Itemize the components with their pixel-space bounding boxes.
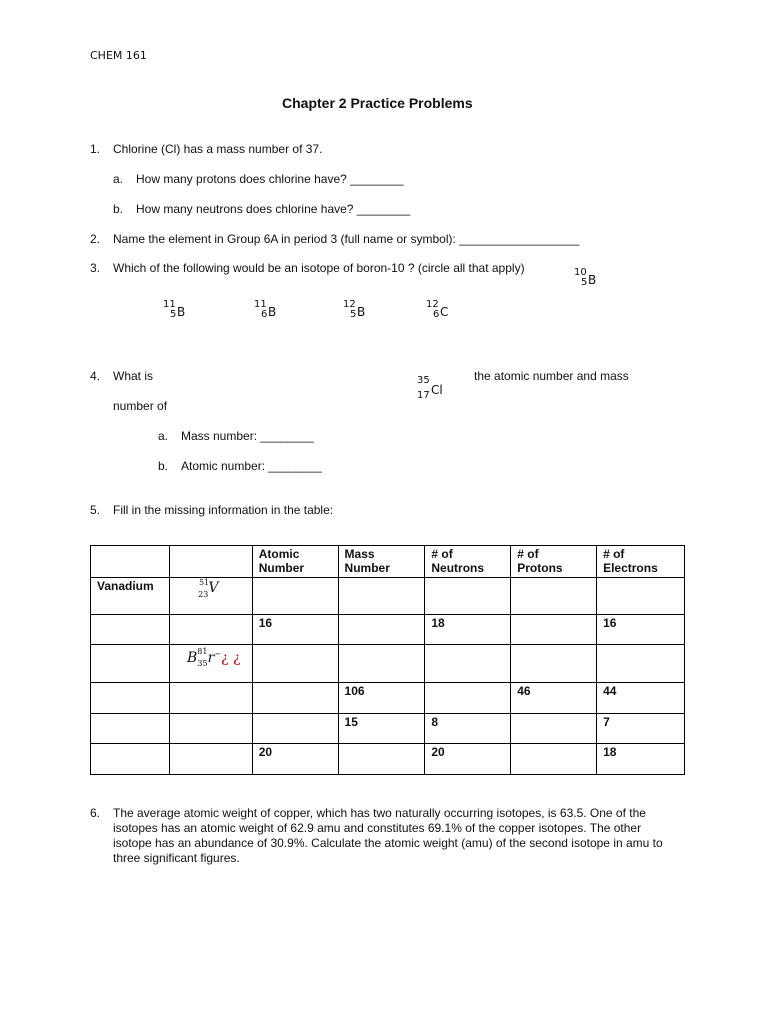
table-cell bbox=[169, 645, 252, 683]
table-cell[interactable] bbox=[91, 714, 170, 744]
q1a-label: a. bbox=[113, 172, 124, 186]
isotope-mass: 11 bbox=[254, 299, 267, 310]
table-cell[interactable] bbox=[425, 683, 511, 714]
table-cell[interactable] bbox=[169, 714, 252, 744]
q3-text: Which of the following would be an isotope of boron-10 ? (circle all that apply) bbox=[113, 261, 525, 275]
table-cell: 15 bbox=[338, 714, 425, 744]
table-cell[interactable] bbox=[169, 615, 252, 645]
q3-reference-isotope bbox=[574, 268, 604, 292]
isotope-symbol: B bbox=[177, 305, 186, 319]
table-cell: 18 bbox=[597, 744, 685, 775]
table-header-cell: # of Electrons bbox=[597, 546, 685, 578]
table-cell[interactable] bbox=[91, 744, 170, 775]
table-row bbox=[91, 615, 685, 645]
isotope-number: 17 bbox=[417, 390, 430, 401]
isotope-mass: 35 bbox=[417, 375, 430, 386]
table-cell[interactable] bbox=[511, 615, 597, 645]
table-row bbox=[91, 714, 685, 744]
q6-number: 6. bbox=[90, 806, 101, 820]
table-cell[interactable] bbox=[511, 578, 597, 615]
q4-isotope bbox=[417, 376, 451, 400]
table-cell[interactable] bbox=[511, 714, 597, 744]
table-cell[interactable] bbox=[597, 578, 685, 615]
q4-text-end: the atomic number and mass bbox=[474, 369, 629, 383]
table-cell[interactable] bbox=[252, 578, 338, 615]
table-cell: 16 bbox=[597, 615, 685, 645]
isotope-mass: 11 bbox=[163, 299, 176, 310]
q2-text: Name the element in Group 6A in period 3 (full name or symbol): __________________ bbox=[113, 232, 580, 246]
q4b-label: b. bbox=[158, 459, 169, 473]
q4-number: 4. bbox=[90, 369, 101, 383]
isotope-number: 6 bbox=[433, 309, 440, 320]
isotope-symbol: B bbox=[268, 305, 277, 319]
table-cell[interactable] bbox=[252, 714, 338, 744]
table-cell: 46 bbox=[511, 683, 597, 714]
table-cell: 20 bbox=[252, 744, 338, 775]
q1-text: Chlorine (Cl) has a mass number of 37. bbox=[113, 142, 323, 156]
q1b-text: How many neutrons does chlorine have? ________ bbox=[136, 202, 411, 216]
table-row bbox=[91, 645, 685, 683]
table-cell[interactable] bbox=[511, 744, 597, 775]
table-header-cell bbox=[91, 546, 170, 578]
table-cell[interactable] bbox=[91, 683, 170, 714]
table-cell[interactable] bbox=[252, 645, 338, 683]
table-cell[interactable] bbox=[425, 645, 511, 683]
q4-text-start: What is bbox=[113, 369, 154, 383]
isotope-mass: 12 bbox=[343, 299, 356, 310]
isotope-number: 6 bbox=[261, 309, 268, 320]
q5-number: 5. bbox=[90, 503, 101, 517]
q4a-text: Mass number: ________ bbox=[181, 429, 314, 443]
q3-option-isotope[interactable] bbox=[426, 300, 456, 324]
isotope-symbol: B bbox=[357, 305, 366, 319]
isotope-symbol: Cl bbox=[431, 383, 443, 397]
isotope-number: 5 bbox=[350, 309, 357, 320]
table-cell: 8 bbox=[425, 714, 511, 744]
table-cell[interactable] bbox=[597, 645, 685, 683]
table-row bbox=[91, 578, 685, 615]
q2-number: 2. bbox=[90, 232, 101, 246]
q3-option-isotope[interactable] bbox=[343, 300, 373, 324]
table-header-cell: # of Neutrons bbox=[425, 546, 511, 578]
table-cell: Vanadium bbox=[91, 578, 170, 615]
isotope-mass: 10 bbox=[574, 267, 587, 278]
q3-option-isotope[interactable] bbox=[254, 300, 284, 324]
vanadium-symbol: $^{51}_{23}$V bbox=[198, 578, 219, 600]
table-header-cell: Atomic Number bbox=[252, 546, 338, 578]
table-cell[interactable] bbox=[511, 645, 597, 683]
table-cell[interactable] bbox=[252, 683, 338, 714]
table-cell[interactable] bbox=[338, 615, 425, 645]
table-cell bbox=[169, 578, 252, 615]
table-cell[interactable] bbox=[338, 578, 425, 615]
q1-number: 1. bbox=[90, 142, 101, 156]
table-header-row bbox=[91, 546, 685, 578]
table-cell[interactable] bbox=[169, 683, 252, 714]
course-label: CHEM 161 bbox=[90, 49, 147, 62]
table-cell[interactable] bbox=[169, 744, 252, 775]
isotope-symbol: C bbox=[440, 305, 449, 319]
q3-option-isotope[interactable] bbox=[163, 300, 193, 324]
table-cell: 7 bbox=[597, 714, 685, 744]
isotope-mass: 12 bbox=[426, 299, 439, 310]
isotope-table bbox=[90, 545, 685, 775]
q3-number: 3. bbox=[90, 261, 101, 275]
table-cell[interactable] bbox=[338, 645, 425, 683]
q4a-label: a. bbox=[158, 429, 169, 443]
q4b-text: Atomic number: ________ bbox=[181, 459, 322, 473]
table-row bbox=[91, 683, 685, 714]
table-cell: 20 bbox=[425, 744, 511, 775]
table-cell[interactable] bbox=[91, 645, 170, 683]
table-cell: 16 bbox=[252, 615, 338, 645]
table-header-cell: Mass Number bbox=[338, 546, 425, 578]
table-header-cell bbox=[169, 546, 252, 578]
table-header-cell: # of Protons bbox=[511, 546, 597, 578]
table-cell[interactable] bbox=[91, 615, 170, 645]
q1a-text: How many protons does chlorine have? ________ bbox=[136, 172, 404, 186]
isotope-symbol: B bbox=[588, 273, 597, 287]
q1b-label: b. bbox=[113, 202, 124, 216]
bromine-symbol: $B^{81}_{35}r^-¿$ ¿ bbox=[186, 647, 241, 669]
q6-text: The average atomic weight of copper, which has two naturally occurring isotopes, is 63.5. One of the isotopes has an atomic weight of 62.9 amu and constitutes 69.1% of the copper isotopes. The other isotope has an abundance of 30.9%. Calculate the atomic weight (amu) of the second isotope in amu to three significant figures. bbox=[113, 806, 663, 865]
q5-text: Fill in the missing information in the table: bbox=[113, 503, 334, 517]
table-cell: 106 bbox=[338, 683, 425, 714]
table-row bbox=[91, 744, 685, 775]
isotope-number: 5 bbox=[170, 309, 177, 320]
table-cell: 18 bbox=[425, 615, 511, 645]
table-cell[interactable] bbox=[425, 578, 511, 615]
table-cell: 44 bbox=[597, 683, 685, 714]
table-cell[interactable] bbox=[338, 744, 425, 775]
isotope-number: 5 bbox=[581, 277, 588, 288]
q4-text-cont: number of bbox=[113, 399, 168, 413]
page-title: Chapter 2 Practice Problems bbox=[282, 95, 473, 111]
